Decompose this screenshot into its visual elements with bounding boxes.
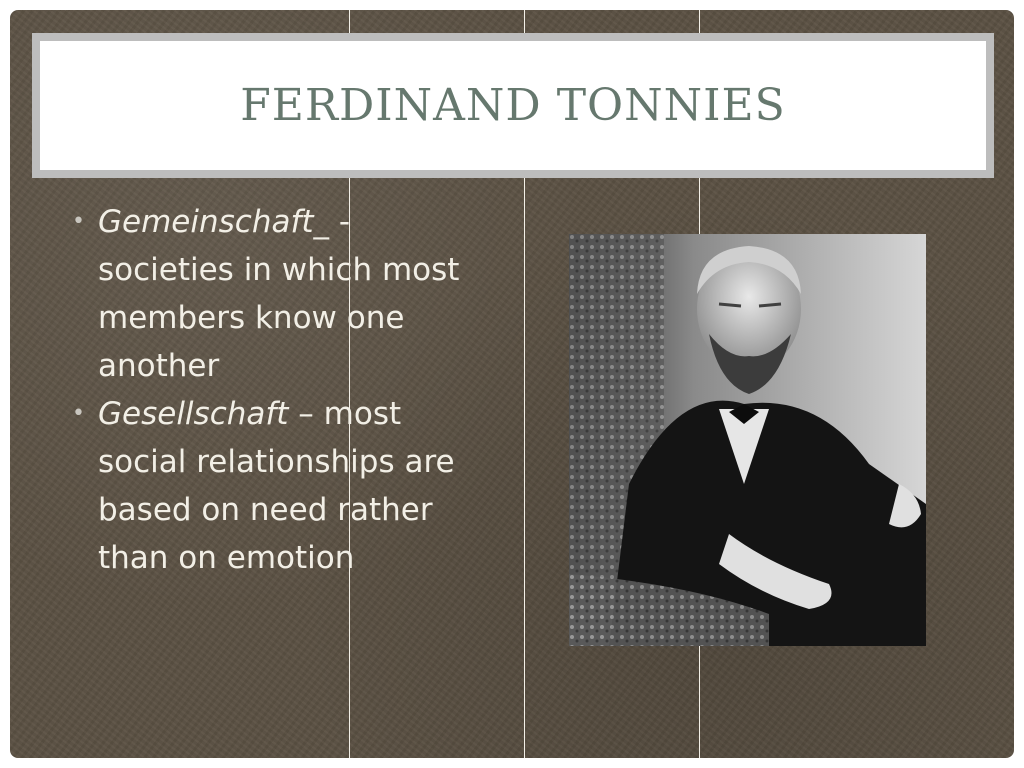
bullet-separator: – xyxy=(288,396,314,432)
bullet-term: Gemeinschaft xyxy=(98,204,314,240)
title-box xyxy=(40,41,986,170)
slide xyxy=(10,10,1014,758)
bullet-text: societies in which most members know one another xyxy=(98,252,460,384)
portrait-photo xyxy=(569,234,926,646)
bullet-list xyxy=(68,198,488,582)
portrait-illustration xyxy=(569,234,926,646)
bullet-item-gesellschaft xyxy=(68,390,488,582)
slide-title: FERDINAND TONNIES xyxy=(240,80,786,131)
bullet-separator: - xyxy=(329,204,351,240)
bullet-icon: • xyxy=(72,209,85,234)
bullet-item-gemeinschaft xyxy=(68,198,488,390)
bullet-icon: • xyxy=(72,401,85,426)
bullet-term-suffix: _ xyxy=(313,204,330,240)
bullet-text: most social relationships are based on need rather than on emotion xyxy=(98,396,455,576)
title-frame xyxy=(32,33,994,178)
bullet-term: Gesellschaft xyxy=(98,396,289,432)
